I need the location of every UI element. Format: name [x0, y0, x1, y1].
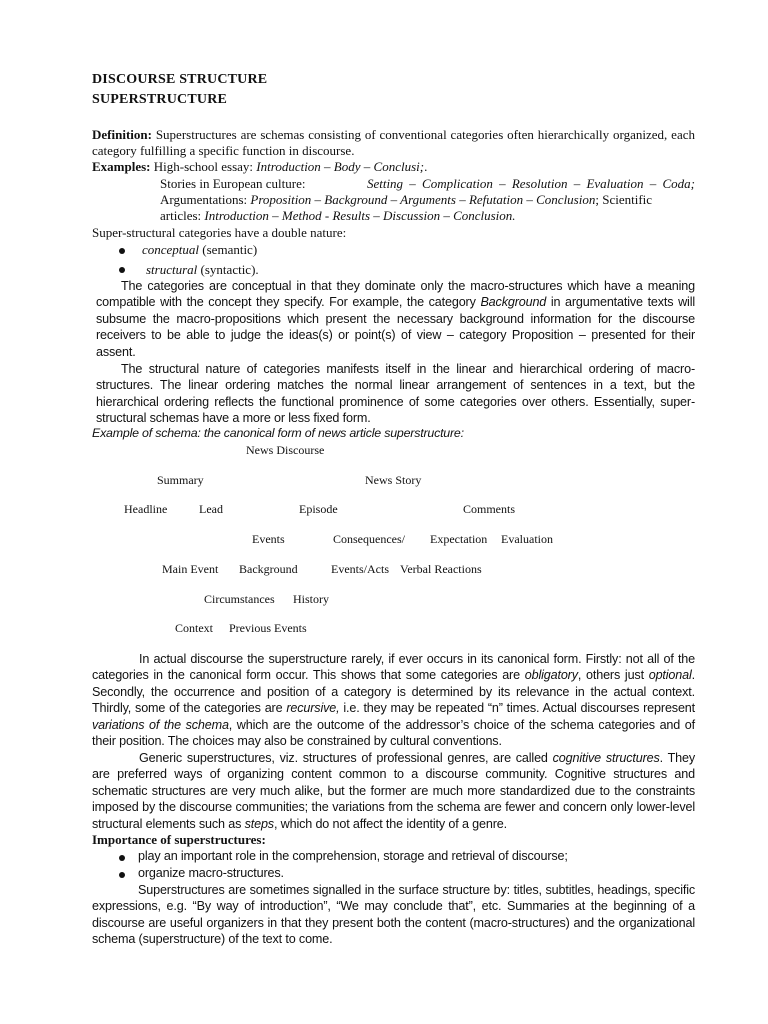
schema-node: Events/Acts [331, 562, 389, 576]
scientific-label: articles: [160, 208, 205, 223]
schema-caption [92, 426, 464, 440]
schema-node: News Discourse [246, 443, 325, 457]
essay-end: . [424, 159, 428, 174]
nature-term: conceptual [142, 242, 200, 257]
schema-node: Lead [199, 502, 223, 516]
definition-text: Superstructures are schemas consisting of conventional categories often hierarchically organized, each category fulfilling a specific function in discourse. [92, 127, 695, 159]
importance-item: play an important role in the comprehension, storage and retrieval of discourse; [138, 849, 568, 863]
schema-node: Episode [299, 502, 338, 516]
double-nature-text: Super-structural categories have a double nature: [92, 225, 347, 240]
schema-node: Headline [124, 502, 168, 516]
text-span: The categories are conceptual in that they dominate only the macro-structures which have a meaning compatible with the concept they specify. For example, the category [96, 279, 695, 310]
schema-node: Expectation [430, 532, 488, 546]
essay-label: High-school essay: [153, 159, 257, 174]
term-obligatory: obligatory [524, 668, 578, 683]
importance-item: organize macro-structures. [138, 866, 284, 880]
term-variations: variations of the schema [92, 717, 229, 732]
examples-label: Examples: [92, 159, 151, 174]
text-span: in argumentative texts will subsume the macro-propositions which present the necessary background information for the discourse receivers to be able to judge the ideas(s) or point(s) of view – category Proposition – presented for their assent. [96, 295, 695, 359]
text-span: In actual discourse the superstructure rarely, if ever occurs in its canonical form. Firstly: not all of the categories in the canonical form occur. This shows that some categories are [92, 652, 695, 683]
bullet-icon [119, 872, 125, 878]
nature-item-structural [146, 262, 259, 278]
schema-node: Background [239, 562, 298, 576]
paragraph-generic-superstructures [92, 750, 695, 832]
term-cognitive-structures: cognitive structures [552, 751, 660, 765]
text-span: Generic superstructures, viz. structures of professional genres, are called [139, 751, 553, 765]
definition-paragraph [92, 127, 695, 160]
paragraph-actual-discourse [92, 651, 695, 749]
importance-heading: Importance of superstructures: [92, 832, 266, 847]
term-optional: optional [648, 668, 692, 683]
schema-node: Previous Events [229, 621, 307, 635]
nature-desc: (semantic) [199, 242, 258, 257]
arguments-end: ; Scientific [595, 192, 653, 207]
paragraph-conceptual [96, 278, 695, 360]
schema-node: Consequences/ [333, 532, 405, 546]
bullet-icon [119, 855, 125, 861]
nature-desc: (syntactic). [197, 262, 259, 277]
schema-node: Events [252, 532, 285, 546]
paragraph-signalled: Superstructures are sometimes signalled in the surface structure by: titles, subtitles, headings, specific expressions, e.g. “By way of introduction”, “We may conclude that”, etc. Summaries at the beginning of a discourse are useful organizers in that they present both the content (macro-structures) and the organizational schema (superstructure) of the text to come. [92, 883, 695, 947]
term-background: Background [480, 295, 547, 310]
scientific-structure: Introduction – Method - Results – Discussion – Conclusion. [204, 208, 516, 223]
term-recursive: recursive, [286, 701, 340, 716]
title-discourse-structure: DISCOURSE STRUCTURE [92, 72, 268, 87]
schema-node: Main Event [162, 562, 219, 576]
schema-node: Context [175, 621, 213, 635]
stories-label [160, 176, 306, 192]
text-span: , others just [577, 668, 649, 683]
schema-caption-text: Example of schema: the canonical form of news article superstructure: [92, 426, 464, 440]
schema-node: Verbal Reactions [400, 562, 482, 576]
text-span: . Secondly, the occurrence and position of a category is determined by its relevance in the actual context. Thirdly, some of the categories are [92, 668, 695, 716]
examples-line-arguments [160, 192, 652, 208]
examples-line-essay [92, 159, 427, 175]
schema-node: Summary [157, 473, 204, 487]
schema-node: Comments [463, 502, 516, 516]
definition-label: Definition: [92, 127, 152, 142]
term-steps: steps [244, 816, 274, 831]
text-span: i.e. they may be repeated “n” times. Actual discourses represent [339, 701, 695, 716]
text-span: , which are the outcome of the addressor’s choice of the schema categories and of their position. The choices may also be constrained by cultural conventions. [92, 717, 695, 749]
stories-structure: Setting – Complication – Resolution – Evaluation – Coda; [366, 176, 695, 191]
schema-node: News Story [365, 473, 422, 487]
title-superstructure: SUPERSTRUCTURE [92, 92, 228, 107]
arguments-structure: Proposition – Background – Arguments – Refutation – Conclusion [250, 192, 596, 207]
text-span: , which do not affect the identity of a genre. [273, 816, 507, 831]
paragraph-structural: The structural nature of categories manifests itself in the linear and hierarchical ordering of macro-structures. The linear ordering matches the normal linear arrangement of sentences in a text, but the hierarchical ordering reflects the functional prominence of some categories over others. Essentially, super-structural schemas have a more or less fixed form. [96, 362, 695, 426]
schema-node: History [293, 592, 329, 606]
stories-label-text: Stories in European culture: [160, 176, 306, 191]
bullet-icon [119, 248, 125, 254]
schema-node: Evaluation [501, 532, 553, 546]
bullet-icon [119, 267, 125, 273]
examples-line-stories [160, 176, 695, 192]
examples-line-scientific [160, 208, 516, 224]
arguments-label: Argumentations: [160, 192, 251, 207]
schema-node: Circumstances [204, 592, 275, 606]
text-span: . They are preferred ways of organizing content common to a discourse community. Cognitive structures and schematic structures are very much alike, but the former are much more standardized due to the constraints imposed by the discourse communities; the variations from the schema are fewer and concern only lower-level structural elements such as [92, 751, 696, 831]
nature-item-conceptual [142, 242, 257, 258]
essay-structure: Introduction – Body – Conclusi; [256, 159, 425, 174]
nature-term: structural [146, 262, 198, 277]
